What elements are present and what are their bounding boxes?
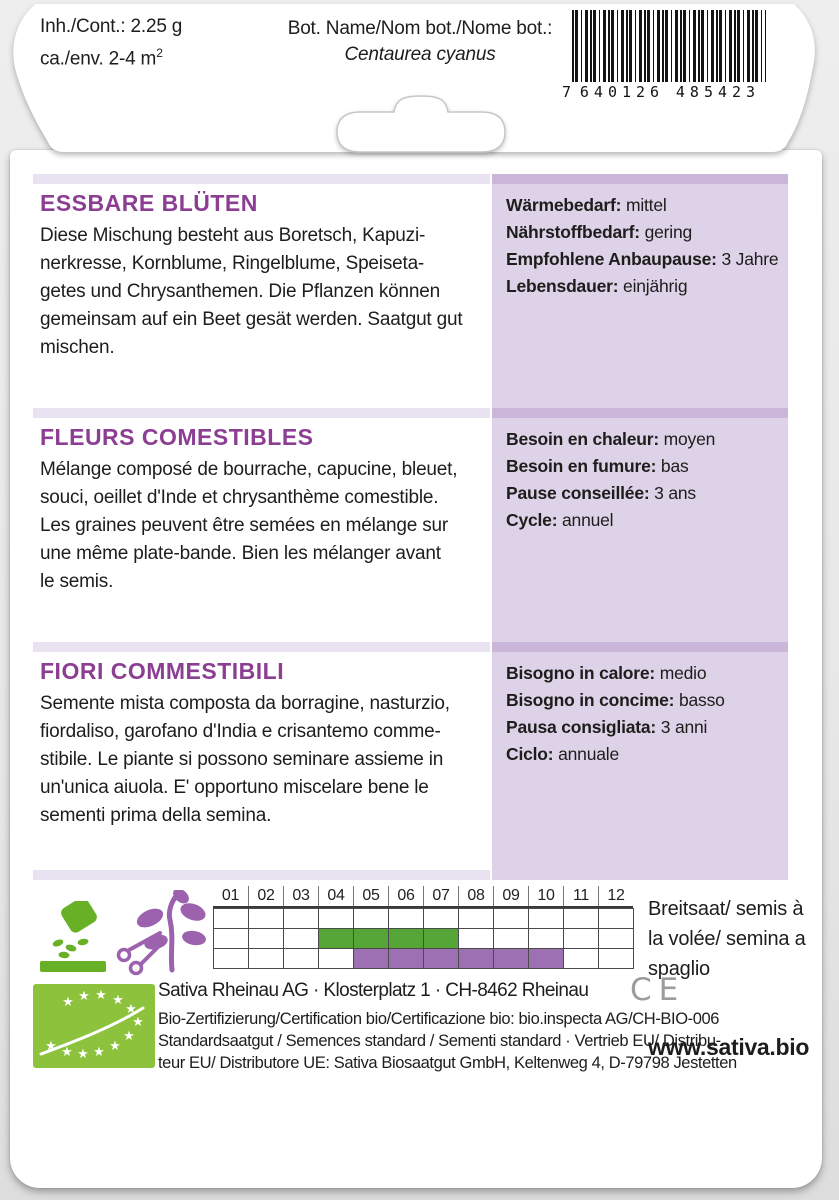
calendar-month-label: 10: [528, 886, 563, 906]
calendar-cell-harvest: [459, 949, 494, 969]
calendar-cell-sowing: [459, 929, 494, 949]
section-heading-it: FIORI COMMESTIBILI: [40, 658, 285, 684]
calendar-cell-sowing: [214, 929, 249, 949]
content-info: [40, 14, 182, 72]
botanical-name: Centaurea cyanus: [344, 44, 496, 65]
sowing-icon: [40, 901, 110, 973]
svg-text:★: ★: [125, 1002, 137, 1017]
eu-organic-logo: [33, 984, 155, 1068]
svg-text:★: ★: [123, 1029, 135, 1044]
info-lines-fr: [506, 426, 715, 534]
calendar-cell-sowing: [529, 929, 564, 949]
calendar-cell-harvest: [529, 949, 564, 969]
calendar-cell-row-empty: [319, 909, 354, 929]
sowing-method-note: Breitsaat/ semis à la volée/ semina a spaglio: [648, 898, 806, 980]
ce-mark: CE: [630, 972, 686, 1008]
barcode-bars: [572, 10, 766, 82]
divider-3-box: [492, 642, 788, 652]
calendar-cell-sowing: [319, 929, 354, 949]
info-lines-de: [506, 192, 778, 300]
content-area: ca./env. 2-4 $m^2$: [40, 46, 163, 70]
harvest-scissors-icon: [110, 890, 206, 976]
calendar-cell-sowing: [249, 929, 284, 949]
barcode: [562, 10, 766, 101]
divider-4-left: [33, 870, 490, 880]
info-line: Nährstoffbedarf: gering: [506, 222, 693, 242]
section-text-fr: Mélange composé de bourrache, capucine, bleuet, souci, oeillet d'Inde et chrysanthème comestible. Les graines peuvent être semées en mélange sur une même plate-bande. Bien les mélanger avant le semis.: [40, 459, 458, 592]
info-line: Besoin en fumure: bas: [506, 456, 689, 476]
section-heading-de: ESSBARE BLÜTEN: [40, 190, 258, 216]
divider-1-box: [492, 174, 788, 184]
calendar-cell-sowing: [389, 929, 424, 949]
svg-text:★: ★: [93, 1045, 105, 1060]
info-line: Besoin en chaleur: moyen: [506, 429, 716, 449]
calendar-cell-sowing: [599, 929, 634, 949]
calendar-cell-sowing: [564, 929, 599, 949]
calendar-cell-harvest: [494, 949, 529, 969]
calendar-month-label: 05: [353, 886, 388, 906]
calendar-cell-row-empty: [284, 909, 319, 929]
section-text-it: Semente mista composta da borragine, nasturzio, fiordaliso, garofano d'India e crisantemo comme- stibile. Le piante si possono seminare assieme in un'unica aiuola. E' opportuno miscelare bene le sementi prima della semina.: [40, 693, 450, 826]
calendar-month-label: 04: [318, 886, 353, 906]
calendar-grid: [213, 908, 634, 969]
calendar-cell-sowing: [354, 929, 389, 949]
svg-text:★: ★: [112, 993, 124, 1008]
certification-text: Bio-Zertifizierung/Certification bio/Certificazione bio: bio.inspecta AG/CH-BIO-006 Standardsaatgut / Semences standard / Sementi standard · Vertrieb EU/ Distribu- teur EU/ Distributore UE: Sativa Biosaatgut GmbH, Keltenweg 4, D-79798 Jestetten: [158, 1010, 737, 1072]
calendar-month-label: 06: [388, 886, 423, 906]
barcode-number: 7 640126 485423: [562, 83, 761, 101]
calendar-cell-harvest: [424, 949, 459, 969]
calendar-month-label: 08: [458, 886, 493, 906]
info-line: Bisogno in concime: basso: [506, 690, 725, 710]
calendar-cell-row-empty: [494, 909, 529, 929]
calendar-cell-harvest: [389, 949, 424, 969]
info-line: Pause conseillée: 3 ans: [506, 483, 696, 503]
calendar-cell-harvest: [599, 949, 634, 969]
company-address: Sativa Rheinau AG · Klosterplatz 1 · CH-8462 Rheinau: [158, 980, 589, 1001]
svg-text:★: ★: [61, 1045, 73, 1060]
calendar-month-label: 02: [248, 886, 283, 906]
calendar-cell-harvest: [284, 949, 319, 969]
content-weight: Inh./Cont.: 2.25 g: [40, 16, 183, 37]
info-line: Bisogno in calore: medio: [506, 663, 707, 683]
divider-2-box: [492, 408, 788, 418]
calendar-cell-sowing: [284, 929, 319, 949]
calendar-month-label: 01: [221, 887, 240, 904]
calendar-cell-harvest: [354, 949, 389, 969]
calendar-cell-harvest: [564, 949, 599, 969]
svg-text:★: ★: [109, 1039, 121, 1054]
info-line: Cycle: annuel: [506, 510, 614, 530]
divider-3-left: [33, 642, 490, 652]
calendar-month-label: 03: [283, 886, 318, 906]
svg-text:★: ★: [77, 1047, 89, 1062]
calendar-cell-row-empty: [249, 909, 284, 929]
calendar-cell-harvest: [249, 949, 284, 969]
section-heading-fr: FLEURS COMESTIBLES: [40, 424, 314, 450]
calendar-cell-row-empty: [564, 909, 599, 929]
calendar-month-label: 11: [563, 886, 598, 906]
info-line: Pausa consigliata: 3 anni: [506, 717, 708, 737]
calendar-cell-row-empty: [599, 909, 634, 929]
info-line: Empfohlene Anbaupause: 3 Jahre: [506, 249, 779, 269]
svg-text:★: ★: [132, 1015, 144, 1030]
calendar-cell-row-empty: [354, 909, 389, 929]
calendar-cell-row-empty: [424, 909, 459, 929]
calendar-cell-row-empty: [214, 909, 249, 929]
info-line: Lebensdauer: einjährig: [506, 276, 688, 296]
svg-text:★: ★: [62, 995, 74, 1010]
calendar-cell-harvest: [319, 949, 354, 969]
section-text-de: Diese Mischung besteht aus Boretsch, Kapuzi- nerkresse, Kornblume, Ringelblume, Speiseta- getes und Chrysanthemen. Die Pflanzen können gemeinsam auf ein Beet gesät werden. Saatgut gut mischen.: [40, 225, 463, 358]
svg-text:★: ★: [78, 989, 90, 1004]
calendar-cell-row-empty: [529, 909, 564, 929]
calendar-cell-sowing: [424, 929, 459, 949]
svg-text:★: ★: [45, 1039, 57, 1054]
divider-1-left: [33, 174, 490, 184]
divider-2-left: [33, 408, 490, 418]
calendar-month-label: 09: [493, 886, 528, 906]
website-url: www.sativa.bio: [648, 1034, 810, 1060]
info-line: Wärmebedarf: mittel: [506, 195, 667, 215]
calendar-month-label: 07: [423, 886, 458, 906]
calendar-header: [213, 886, 633, 908]
calendar-cell-row-empty: [389, 909, 424, 929]
botanical-name-block: [270, 16, 570, 68]
info-lines-it: [506, 660, 725, 768]
svg-text:★: ★: [95, 988, 107, 1003]
info-line: Ciclo: annuale: [506, 744, 619, 764]
calendar-cell-sowing: [494, 929, 529, 949]
calendar-month-label: 12: [598, 886, 633, 906]
botanical-name-label: Bot. Name/Nom bot./Nome bot.:: [287, 18, 553, 39]
calendar-cell-harvest: [214, 949, 249, 969]
calendar-cell-row-empty: [459, 909, 494, 929]
